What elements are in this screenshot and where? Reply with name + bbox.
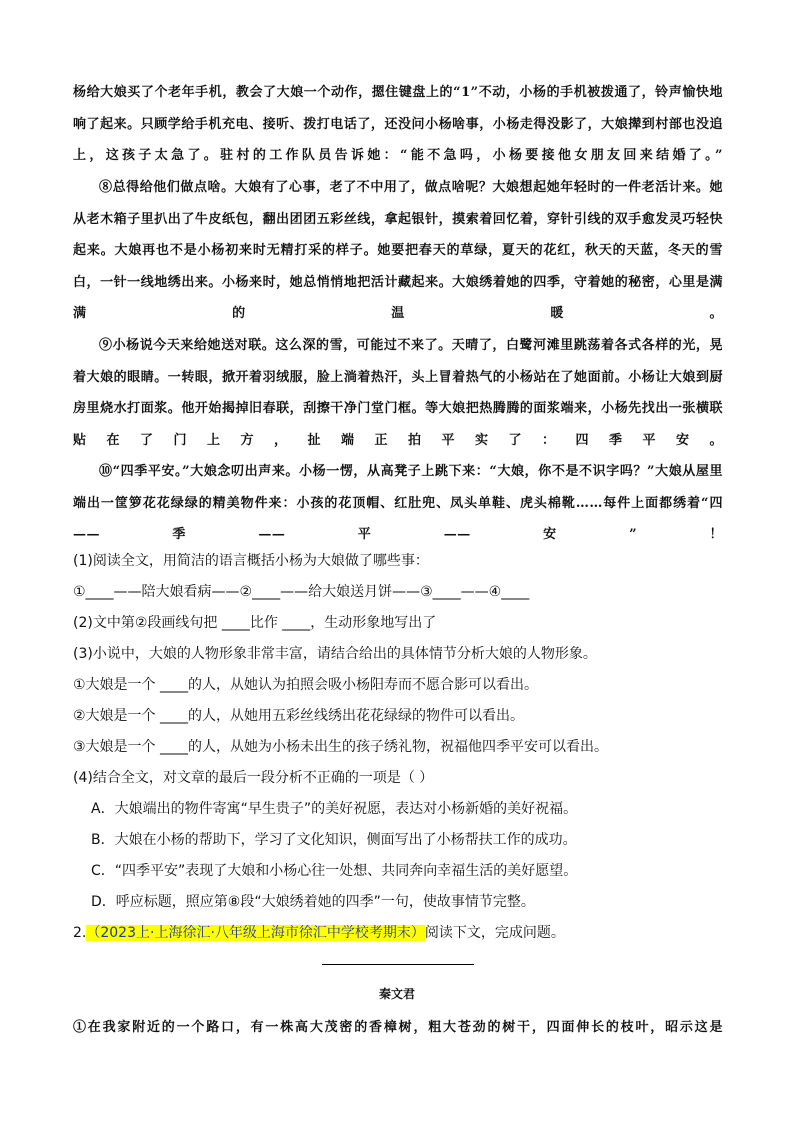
passage-paragraph-7-continued: 杨给大娘买了个老年手机，教会了大娘一个动作，摁住键盘上的“1”不动，小杨的手机被拨通了，铃声愉快地响了起来。只顾学给手机充电、接听、拨打电话了，还没问小杨啥事，小杨走得没影了，大娘撵到村部也没追上，这孩子太急了。驻村的工作队员告诉她：“能不急吗，小杨要接他女朋友回来结婚了。” (73, 85, 723, 163)
question-2-prompt: (2)文中第②段画线句把 ____比作 ____，生动形象地写出了 (73, 615, 437, 631)
item-2-heading (73, 923, 733, 943)
question-4-prompt: (4)结合全文，对文章的最后一段分析不正确的一项是（ ） (73, 770, 434, 786)
question-3-item-3: ③大娘是一个 ____的人，从她为小杨未出生的孩子绣礼物，祝福他四季平安可以看出。 (73, 739, 608, 755)
question-4-option-b: B．大娘在小杨的帮助下，学习了文化知识，侧面写出了小杨帮扶工作的成功。 (91, 832, 577, 848)
question-4-option-a: A．大娘端出的物件寄寓“早生贵子”的美好祝愿，表达对小杨新婚的美好祝福。 (91, 801, 578, 817)
title-divider (322, 964, 474, 965)
passage-paragraph-8: ⑧总得给他们做点啥。大娘有了心事，老了不中用了，做点啥呢？大娘想起她年轻时的一件老活计来。她从老木箱子里扒出了牛皮纸包，翻出团团五彩丝线，拿起银针，摸索着回忆着，穿针引线的双手愈发灵巧轻快起来。大娘再也不是小杨初来时无精打采的样子。她要把春天的草绿，夏天的花红，秋天的天蓝，冬天的雪白，一针一线地绣出来。小杨来时，她总悄悄地把活计藏起来。大娘绣着她的四季，守着她的秘密，心里是满满的温暖。 (73, 180, 723, 321)
question-4-option-d: D．呼应标题，照应第⑧段“大娘绣着她的四季”一句，使故事情节完整。 (91, 894, 535, 910)
question-3-item-2: ②大娘是一个 ____的人，从她用五彩丝线绣出花花绿绿的物件可以看出。 (73, 708, 524, 724)
story-author-title: 秦文君 (378, 987, 415, 1001)
passage-paragraph-10: ⑩“四季平安。”大娘念叨出声来。小杨一愣，从高凳子上跳下来：“大娘，你不是不识字吗？”大娘从屋里端出一筐箩花花绿绿的精美物件来：小孩的花顶帽、红肚兜、凤头单鞋、虎头棉靴……每件上面都绣着“四——季——平——安”！ (73, 464, 723, 542)
item-2-number: 2. (73, 925, 87, 941)
question-4-option-c: C．“四季平安”表现了大娘和小杨心往一处想、共同奔向幸福生活的美好愿望。 (91, 863, 578, 879)
question-3-prompt: (3)小说中，大娘的人物形象非常丰富，请结合给出的具体情节分析大娘的人物形象。 (73, 646, 597, 662)
question-3-item-1: ①大娘是一个 ____的人，从她认为拍照会吸小杨阳寿而不愿合影可以看出。 (73, 677, 538, 693)
passage-paragraph-9: ⑨小杨说今天来给她送对联。这么深的雪，可能过不来了。天晴了，白鹭河滩里跳荡着各式各样的光，晃着大娘的眼睛。一转眼，掀开着羽绒服，脸上淌着热汗，头上冒着热气的小杨站在了她面前。小杨让大娘到厨房里烧水打面浆。他开始揭掉旧春联，刮擦干净门堂门框。等大娘把热腾腾的面浆端来，小杨先找出一张横联贴在了门上方，扯端正拍平实了：四季平安。 (73, 338, 723, 448)
question-1-answer-line: ①____——陪大娘看病——②____——给大娘送月饼——③____——④____ (73, 584, 530, 600)
item-2-source-highlight: （2023上·上海徐汇·八年级上海市徐汇中学校考期末） (86, 925, 425, 941)
question-1-prompt: (1)阅读全文，用简洁的语言概括小杨为大娘做了哪些事： (73, 553, 429, 569)
passage-2-paragraph-1: ①在我家附近的一个路口，有一株高大茂密的香樟树，粗大苍劲的树干，四面伸长的枝叶，昭示这是 (73, 1020, 723, 1035)
item-2-instruction: 阅读下文，完成问题。 (424, 925, 565, 941)
